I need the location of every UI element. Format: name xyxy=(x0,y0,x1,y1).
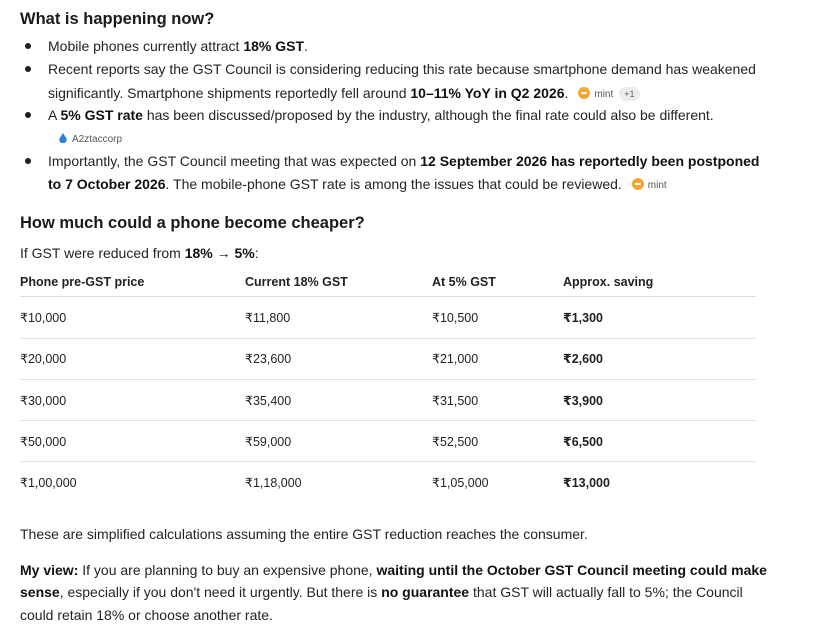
table-cell-saving: ₹3,900 xyxy=(563,394,603,408)
table-divider xyxy=(20,338,756,339)
bullet-dot xyxy=(25,43,31,49)
citation-chip-a2ztaccorp[interactable]: A2ztaccorp xyxy=(58,133,122,145)
table-cell: ₹35,400 xyxy=(245,394,292,408)
table-cell: ₹1,05,000 xyxy=(432,476,489,490)
table-cell: ₹20,000 xyxy=(20,352,67,366)
bullet-dot xyxy=(25,112,31,118)
table-header: At 5% GST xyxy=(432,275,496,289)
table-divider xyxy=(20,379,756,380)
my-view-line2: sense, especially if you don't need it urgently. But there is no guarantee that GST will actually fall to 5%; the Council xyxy=(20,584,743,600)
my-view-line3: could retain 18% or choose another rate. xyxy=(20,607,273,623)
table-cell: ₹50,000 xyxy=(20,435,67,449)
table-cell-saving: ₹13,000 xyxy=(563,476,610,490)
bullet-five-percent: A 5% GST rate has been discussed/proposed by the industry, although the final rate could also be different. xyxy=(48,107,714,123)
table-header: Approx. saving xyxy=(563,275,654,289)
table-cell: ₹23,600 xyxy=(245,352,292,366)
mint-logo-icon xyxy=(632,178,644,190)
bullet-reports-line1: Recent reports say the GST Council is considering reducing this rate because smartphone demand has weakened xyxy=(48,61,756,77)
table-cell: ₹59,000 xyxy=(245,435,292,449)
table-cell: ₹31,500 xyxy=(432,394,479,408)
bullet-dot xyxy=(25,158,31,164)
bullet-reports-line2: significantly. Smartphone shipments reportedly fell around 10–11% YoY in Q2 2026. mint +1 xyxy=(48,82,640,104)
bullet-meeting-line1: Importantly, the GST Council meeting that was expected on 12 September 2026 has reportedly been postponed xyxy=(48,153,760,169)
citation-chip-mint[interactable]: mint xyxy=(578,87,613,102)
table-header: Phone pre-GST price xyxy=(20,275,145,289)
a2ztaccorp-logo-icon xyxy=(58,133,68,143)
table-header: Current 18% GST xyxy=(245,275,348,289)
my-view-line1: My view: If you are planning to buy an expensive phone, waiting until the October GST Council meeting could make xyxy=(20,562,767,578)
table-cell-saving: ₹2,600 xyxy=(563,352,603,366)
section-heading-what-is-happening: What is happening now? xyxy=(20,10,215,28)
table-cell-saving: ₹6,500 xyxy=(563,435,603,449)
table-divider xyxy=(20,420,756,421)
table-cell: ₹1,18,000 xyxy=(245,476,302,490)
table-cell: ₹1,00,000 xyxy=(20,476,77,490)
table-cell: ₹30,000 xyxy=(20,394,67,408)
table-divider xyxy=(20,461,756,462)
table-divider xyxy=(20,296,756,297)
table-cell: ₹52,500 xyxy=(432,435,479,449)
section-heading-how-much-cheaper: How much could a phone become cheaper? xyxy=(20,214,365,232)
bullet-meeting-line2: to 7 October 2026. The mobile-phone GST rate is among the issues that could be reviewed. mint xyxy=(48,176,667,192)
mint-logo-icon xyxy=(578,87,590,99)
table-cell: ₹11,800 xyxy=(245,311,291,325)
table-intro: If GST were reduced from 18% → 5%: xyxy=(20,245,259,261)
table-cell: ₹10,000 xyxy=(20,311,67,325)
citation-chip-mint[interactable]: mint xyxy=(632,178,667,193)
bullet-current-gst: Mobile phones currently attract 18% GST. xyxy=(48,38,308,54)
citation-more-count[interactable]: +1 xyxy=(619,87,639,101)
table-cell-saving: ₹1,300 xyxy=(563,311,603,325)
bullet-dot xyxy=(25,66,31,72)
table-cell: ₹21,000 xyxy=(432,352,479,366)
calculation-note: These are simplified calculations assuming the entire GST reduction reaches the consumer. xyxy=(20,526,588,542)
table-cell: ₹10,500 xyxy=(432,311,479,325)
